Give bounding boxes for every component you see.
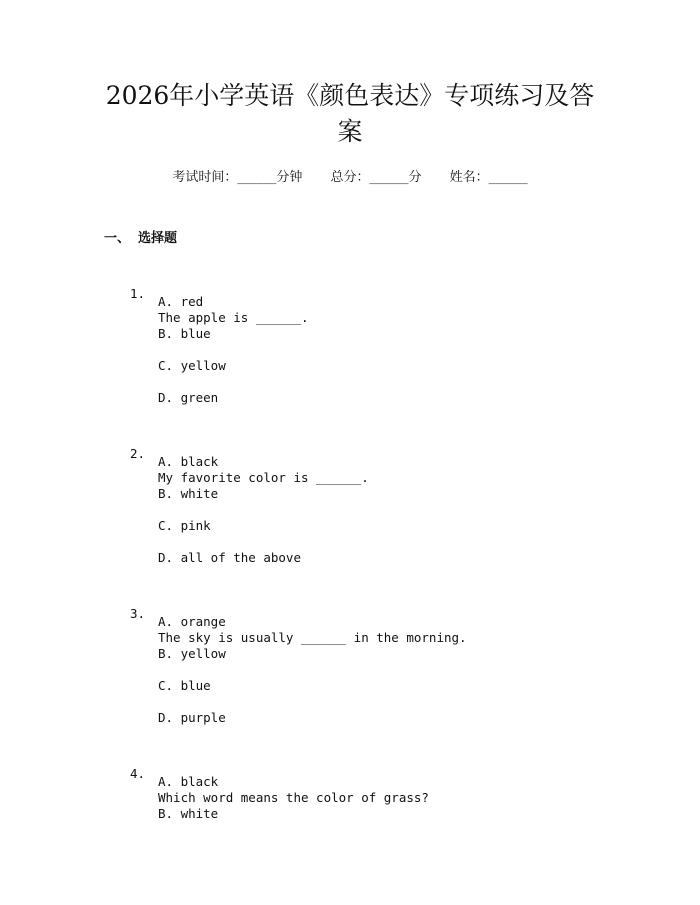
option-text: B. white xyxy=(158,486,219,501)
section-number: 一、 xyxy=(104,231,131,246)
option-item xyxy=(0,802,700,834)
section-title: 选择题 xyxy=(138,231,178,246)
question-number: 2. xyxy=(130,446,146,461)
option-item xyxy=(0,674,700,706)
option-item xyxy=(0,770,700,802)
exam-info xyxy=(0,168,700,188)
question-number: 3. xyxy=(130,606,146,621)
option-item xyxy=(0,546,700,578)
option-text: D. all of the above xyxy=(158,550,301,565)
document-title-line-1: 2026年小学英语《颜色表达》专项练习及答 xyxy=(105,81,595,110)
question-text: Which word means the color of grass? xyxy=(158,790,429,805)
option-text: A. black xyxy=(158,774,219,789)
question-text: The sky is usually ______ in the morning. xyxy=(158,630,467,645)
document-title-line-2: 案 xyxy=(337,117,363,146)
name-field: 姓名：______ xyxy=(449,170,528,185)
option-item xyxy=(0,386,700,418)
option-text: B. white xyxy=(158,806,219,821)
option-item xyxy=(0,482,700,514)
option-text: A. black xyxy=(158,454,219,469)
question-number: 4. xyxy=(130,766,146,781)
option-item xyxy=(0,290,700,322)
option-text: A. red xyxy=(158,294,204,309)
option-text: D. green xyxy=(158,390,219,405)
option-text: C. yellow xyxy=(158,358,226,373)
option-item xyxy=(0,322,700,354)
option-text: B. blue xyxy=(158,326,211,341)
option-item xyxy=(0,450,700,482)
option-item xyxy=(0,354,700,386)
option-item xyxy=(0,514,700,546)
option-text: A. orange xyxy=(158,614,226,629)
section-heading xyxy=(104,229,177,249)
option-text: D. purple xyxy=(158,710,226,725)
question-number: 1. xyxy=(130,286,146,301)
question-list xyxy=(0,258,700,834)
option-text: C. blue xyxy=(158,678,211,693)
option-item xyxy=(0,706,700,738)
option-item xyxy=(0,610,700,642)
question-text: The apple is ______. xyxy=(158,310,309,325)
option-item xyxy=(0,642,700,674)
exam-time-field: 考试时间：______分钟 xyxy=(172,170,303,185)
option-text: C. pink xyxy=(158,518,211,533)
document-title xyxy=(0,78,700,150)
question-text: My favorite color is ______. xyxy=(158,470,369,485)
total-score-field: 总分：______分 xyxy=(330,170,422,185)
option-text: B. yellow xyxy=(158,646,226,661)
